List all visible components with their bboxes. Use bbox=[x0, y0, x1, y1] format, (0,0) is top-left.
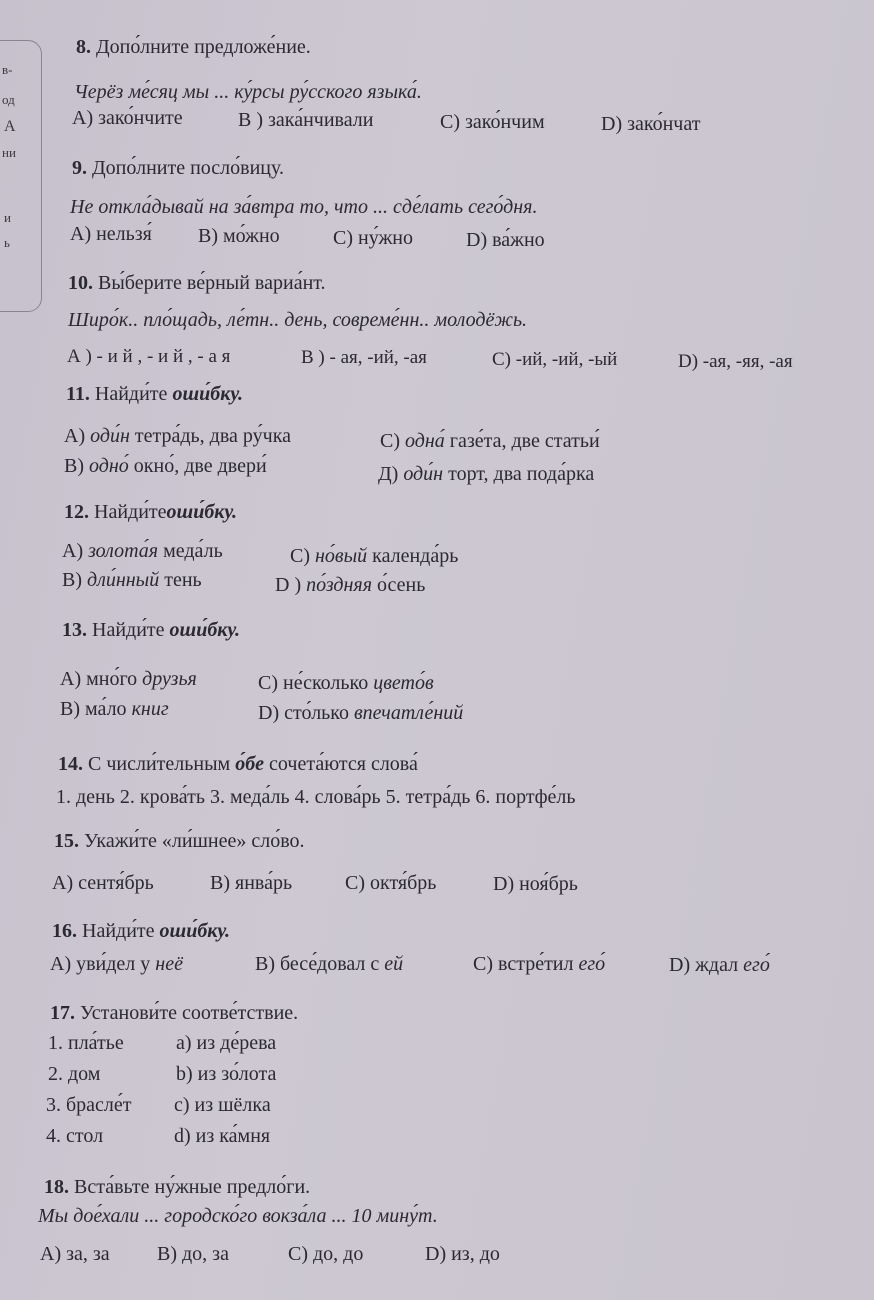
option-c: С) зако́нчим bbox=[440, 111, 545, 133]
option-d: D ) по́здняя о́сень bbox=[275, 574, 426, 596]
margin-fragment: в- bbox=[2, 62, 13, 77]
match-right-item: c) из шёлка bbox=[174, 1094, 271, 1116]
match-left-item: 3. брасле́т bbox=[46, 1094, 132, 1116]
question-12-title: 12. Найди́теоши́бку. bbox=[64, 501, 238, 523]
option-c: С) -ий, -ий, -ый bbox=[492, 349, 618, 370]
question-8-sentence: Черёз ме́сяц мы ... ку́рсы ру́сского языка́. bbox=[74, 81, 422, 103]
option-b: В) янва́рь bbox=[210, 872, 293, 894]
question-17-title: 17. Установи́те соотве́тствие. bbox=[50, 1002, 299, 1024]
question-13-title: 13. Найди́те оши́бку. bbox=[62, 619, 241, 641]
option-b: В ) - ая, -ий, -ая bbox=[301, 347, 427, 368]
option-a: А) сентя́брь bbox=[52, 872, 154, 894]
question-10-title: 10. Вы́берите ве́рный вариа́нт. bbox=[68, 272, 326, 294]
question-14-title: 14. С числи́тельным о́бе сочета́ются слова́ bbox=[58, 753, 418, 775]
margin-fragment: ь bbox=[4, 235, 10, 250]
question-18-sentence: Мы дое́хали ... городско́го вокза́ла ... 10 мину́т. bbox=[38, 1205, 438, 1227]
option-c: С) встре́тил его́ bbox=[473, 953, 606, 975]
option-d: D) ва́жно bbox=[466, 229, 545, 251]
margin-fragment: А bbox=[4, 118, 16, 135]
question-15-title: 15. Укажи́те «ли́шнее» сло́во. bbox=[54, 830, 305, 852]
option-c: С) не́сколько цвето́в bbox=[258, 672, 434, 694]
match-right-item: b) из зо́лота bbox=[176, 1063, 277, 1085]
option-a: А) за, за bbox=[40, 1243, 110, 1265]
option-d: Д) оди́н торт, два пода́рка bbox=[378, 463, 595, 485]
option-d: D) из, до bbox=[425, 1243, 500, 1265]
option-d: D) -ая, -яя, -ая bbox=[678, 351, 793, 372]
question-8-title: 8. Допо́лните предложе́ние. bbox=[76, 36, 311, 58]
option-a: А) мно́го друзья bbox=[60, 668, 197, 690]
option-b: В ) зака́нчивали bbox=[238, 109, 374, 131]
margin-fragment: од bbox=[2, 92, 15, 107]
option-a: А) оди́н тетра́дь, два ру́чка bbox=[64, 425, 291, 447]
question-14-word-list: 1. день 2. крова́ть 3. меда́ль 4. слова́рь 5. тетра́дь 6. портфе́ль bbox=[56, 786, 576, 808]
margin-fragment: и bbox=[4, 210, 11, 225]
option-b: В) дли́нный тень bbox=[62, 569, 202, 591]
option-a: А) уви́дел у неё bbox=[50, 953, 183, 975]
option-b: В) мо́жно bbox=[198, 225, 280, 247]
option-c: С) до, до bbox=[288, 1243, 364, 1265]
option-c: С) одна́ газе́та, две статьи́ bbox=[380, 430, 600, 452]
option-c: С) но́вый календа́рь bbox=[290, 545, 459, 567]
question-9-title: 9. Допо́лните посло́вицу. bbox=[72, 157, 284, 179]
option-a: А) нельзя́ bbox=[70, 223, 152, 245]
match-left-item: 2. дом bbox=[48, 1063, 101, 1085]
option-a: А) зако́нчите bbox=[72, 107, 183, 129]
margin-fragment: ни bbox=[2, 145, 16, 160]
option-a: А ) - и й , - и й , - а я bbox=[67, 346, 231, 367]
option-d: D) сто́лько впечатле́ний bbox=[258, 702, 464, 724]
question-16-title: 16. Найди́те оши́бку. bbox=[52, 920, 231, 942]
option-d: D) зако́нчат bbox=[601, 113, 701, 135]
match-right-item: a) из де́рева bbox=[176, 1032, 277, 1054]
option-d: D) ноя́брь bbox=[493, 873, 578, 895]
option-b: В) ма́ло книг bbox=[60, 698, 169, 720]
option-b: В) бесе́довал с ей bbox=[255, 953, 404, 975]
option-b: В) до, за bbox=[157, 1243, 229, 1265]
question-11-title: 11. Найди́те оши́бку. bbox=[66, 383, 243, 405]
match-left-item: 1. пла́тье bbox=[48, 1032, 124, 1054]
question-9-sentence: Не откла́дывай на за́втра то, что ... сде́лать сего́дня. bbox=[70, 196, 538, 218]
question-10-sentence: Широ́к.. пло́щадь, ле́тн.. день, совреме́нн.. молодёжь. bbox=[68, 309, 528, 331]
match-left-item: 4. стол bbox=[46, 1125, 104, 1147]
option-b: В) одно́ окно́, две двери́ bbox=[64, 455, 267, 477]
option-c: С) ну́жно bbox=[333, 227, 413, 249]
option-d: D) ждал его́ bbox=[669, 954, 770, 976]
option-c: С) октя́брь bbox=[345, 872, 437, 894]
match-right-item: d) из ка́мня bbox=[174, 1125, 271, 1147]
option-a: А) золота́я меда́ль bbox=[62, 540, 223, 562]
question-18-title: 18. Вста́вьте ну́жные предло́ги. bbox=[44, 1176, 311, 1198]
margin-sidebar-box bbox=[0, 40, 42, 312]
